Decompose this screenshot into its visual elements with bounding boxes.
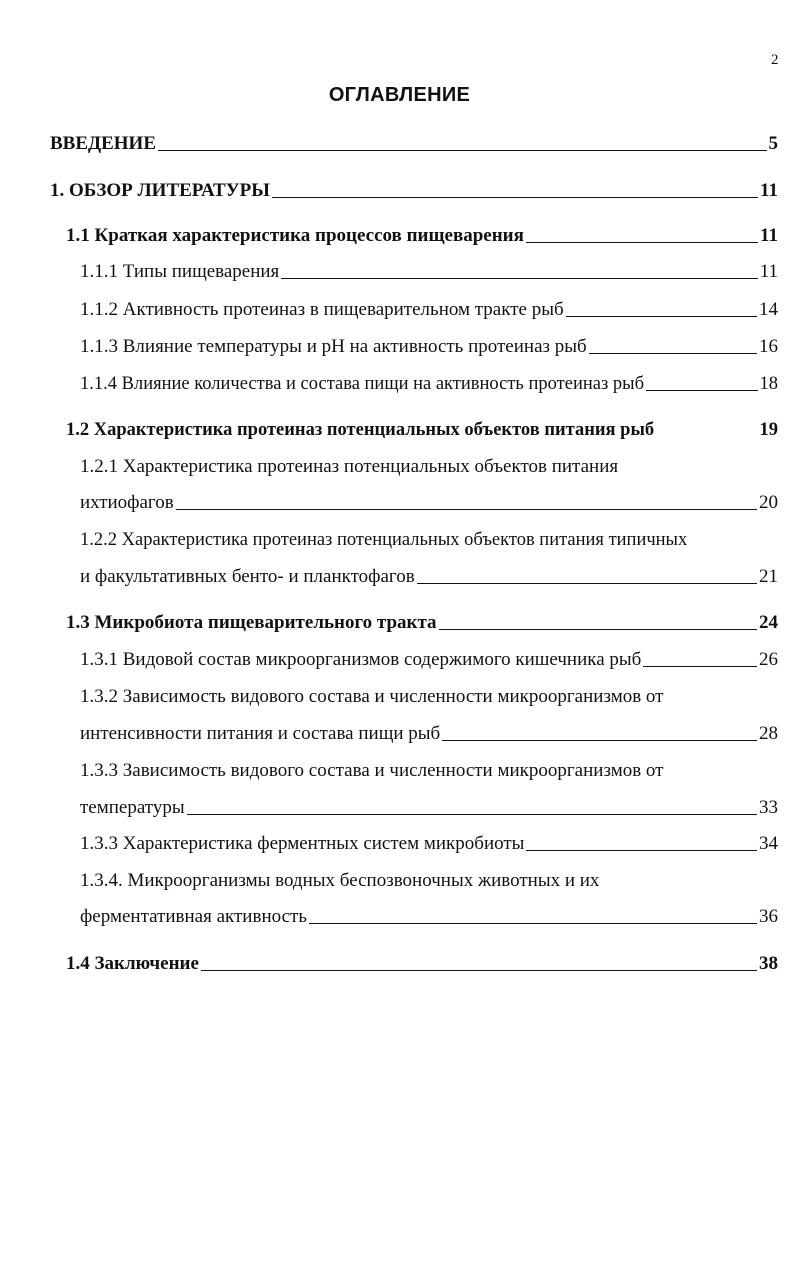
toc-entry-text: и факультативных бенто- и планктофагов xyxy=(80,566,415,587)
toc-entry-s1-2-2 xyxy=(80,565,778,589)
toc-entry-s1-1 xyxy=(66,224,778,248)
dot-leader xyxy=(309,923,757,924)
toc-entry-s1-3-1 xyxy=(80,648,778,672)
toc-entry-page: 34 xyxy=(759,833,778,854)
toc-entry-s1-1-4 xyxy=(80,372,778,396)
toc-entry-s1-1-2 xyxy=(80,298,778,322)
toc-entry-page: 28 xyxy=(759,723,778,744)
toc-entry-s1-2-2-line1: 1.2.2 Характеристика протеиназ потенциальных объектов питания типичных xyxy=(80,530,688,550)
dot-leader xyxy=(643,666,757,667)
dot-leader xyxy=(526,850,757,851)
toc-entry-text: 1.2 Характеристика протеиназ потенциальных объектов питания рыб xyxy=(66,420,655,440)
toc-entry-s1-3-3a-line1: 1.3.3 Зависимость видового состава и численности микроорганизмов от xyxy=(80,760,664,781)
page-number: 2 xyxy=(771,52,779,68)
toc-entry-text: 1.4 Заключение xyxy=(66,953,199,974)
page-title: ОГЛАВЛЕНИЕ xyxy=(328,84,471,106)
dot-leader xyxy=(646,390,758,391)
toc-entry-s1-4 xyxy=(66,952,778,976)
toc-entry-page: 11 xyxy=(760,225,778,246)
toc-entry-ch1 xyxy=(50,179,778,203)
toc-entry-text: интенсивности питания и состава пищи рыб xyxy=(80,723,441,744)
toc-entry-s1-1-1 xyxy=(80,260,778,284)
toc-entry-page: 14 xyxy=(759,299,778,320)
toc-entry-text: 1.1.1 Типы пищеварения xyxy=(80,261,280,282)
toc-entry-s1-3-4 xyxy=(80,905,778,929)
toc-entry-page: 19 xyxy=(759,420,778,440)
dot-leader xyxy=(272,197,758,198)
toc-entry-intro xyxy=(50,132,778,156)
toc-entry-s1-3-3a xyxy=(80,796,778,820)
toc-entry-text: ферментативная активность xyxy=(80,906,307,927)
toc-entry-page: 16 xyxy=(759,336,778,357)
toc-entry-s1-3-3b xyxy=(80,832,778,856)
toc-entry-s1-1-3 xyxy=(80,335,778,359)
toc-entry-text: ВВЕДЕНИЕ xyxy=(50,133,156,154)
toc-entry-text: 1.1.3 Влияние температуры и pH на активность протеиназ рыб xyxy=(80,336,587,357)
toc-entry-page: 18 xyxy=(759,374,778,394)
toc-entry-s1-3 xyxy=(66,611,778,635)
toc-entry-page: 38 xyxy=(759,953,778,974)
toc-entry-s1-3-2 xyxy=(80,722,778,746)
dot-leader xyxy=(281,278,757,279)
dot-leader xyxy=(566,316,757,317)
toc-entry-s1-2-1 xyxy=(80,491,778,515)
dot-leader xyxy=(442,740,757,741)
toc-entry-s1-3-4-line1: 1.3.4. Микроорганизмы водных беспозвоночных животных и их xyxy=(80,870,600,891)
toc-entry-text: 1.1.2 Активность протеиназ в пищеварительном тракте рыб xyxy=(80,299,564,320)
dot-leader xyxy=(526,242,758,243)
toc-entry-s1-2-1-line1: 1.2.1 Характеристика протеиназ потенциальных объектов питания xyxy=(80,456,619,477)
toc-entry-text: ихтиофагов xyxy=(80,492,174,513)
toc-entry-page: 36 xyxy=(759,906,778,927)
dot-leader xyxy=(187,814,757,815)
toc-entry-text: 1.3.3 Характеристика ферментных систем микробиоты xyxy=(80,833,525,854)
toc-entry-page: 11 xyxy=(759,261,778,282)
dot-leader xyxy=(439,629,757,630)
toc-entry-page: 26 xyxy=(759,649,778,670)
dot-leader xyxy=(589,353,757,354)
toc-entry-page: 33 xyxy=(759,797,778,818)
dot-leader xyxy=(176,509,757,510)
toc-entry-text: температуры xyxy=(80,797,185,818)
dot-leader xyxy=(158,150,767,151)
toc-entry-page: 11 xyxy=(760,180,778,201)
toc-entry-page: 24 xyxy=(759,612,778,633)
toc-entry-text: 1.3 Микробиота пищеварительного тракта xyxy=(66,612,437,633)
toc-entry-text: 1. ОБЗОР ЛИТЕРАТУРЫ xyxy=(50,180,270,201)
toc-entry-text: 1.1 Краткая характеристика процессов пищеварения xyxy=(66,225,524,246)
toc-entry-page: 21 xyxy=(759,566,778,587)
toc-entry-page: 5 xyxy=(768,133,778,154)
toc-entry-text: 1.1.4 Влияние количества и состава пищи на активность протеиназ рыб xyxy=(80,374,644,394)
toc-entry-text: 1.3.1 Видовой состав микроорганизмов содержимого кишечника рыб xyxy=(80,649,642,670)
dot-leader xyxy=(417,583,757,584)
toc-entry-page: 20 xyxy=(759,492,778,513)
toc-entry-s1-2 xyxy=(66,418,778,442)
dot-leader xyxy=(201,970,757,971)
toc-entry-s1-3-2-line1: 1.3.2 Зависимость видового состава и численности микроорганизмов от xyxy=(80,686,664,707)
